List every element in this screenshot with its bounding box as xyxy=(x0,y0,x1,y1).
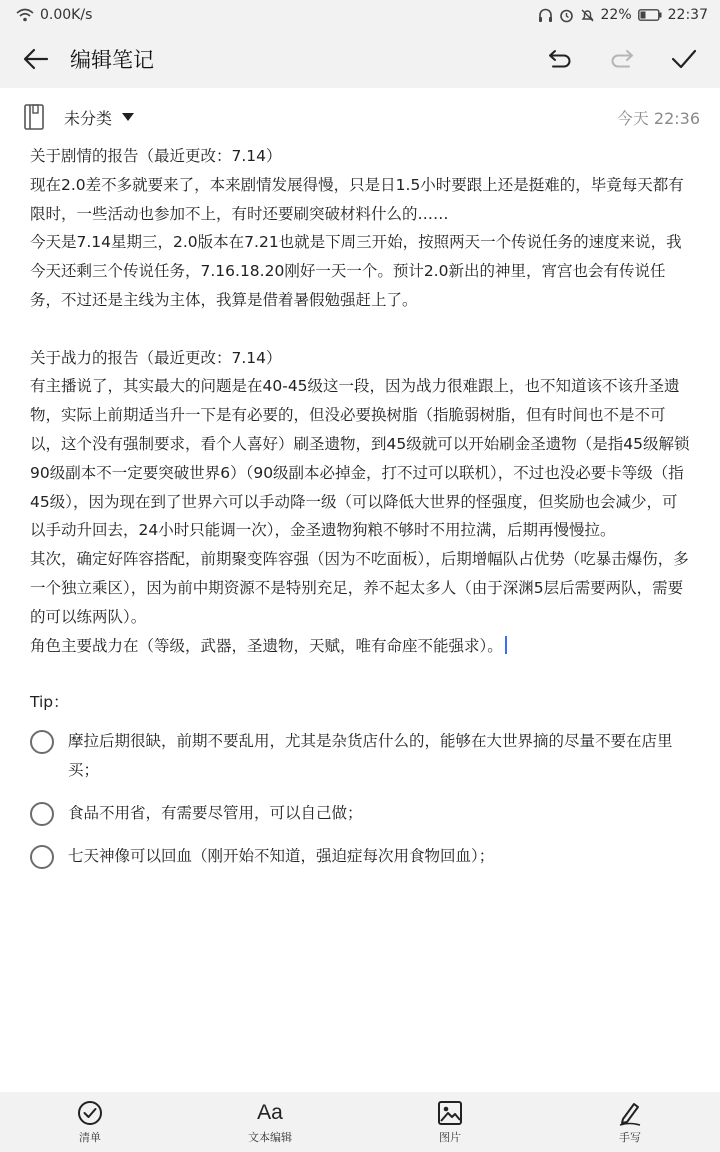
note-meta-row xyxy=(24,102,700,132)
handwriting-button[interactable] xyxy=(540,1092,720,1152)
text-format-button[interactable] xyxy=(180,1092,360,1152)
image-button[interactable] xyxy=(360,1092,540,1152)
tool-label: 图片 xyxy=(439,1130,461,1144)
battery-percent: 22% xyxy=(600,7,632,23)
checkbox-circle-icon[interactable] xyxy=(30,730,54,754)
section-heading: 关于剧情的报告（最近更改：7.14） xyxy=(30,147,282,165)
checkmark-icon xyxy=(670,48,698,70)
paragraph: 角色主要战力在（等级，武器，圣遗物，天赋，唯有命座不能强求）。 xyxy=(30,636,503,655)
save-button[interactable] xyxy=(668,43,700,75)
bottom-toolbar xyxy=(0,1092,720,1152)
checklist-item xyxy=(30,799,690,828)
paragraph: 今天是7.14星期三，2.0版本在7.21也就是下周三开始，按照两天一个传说任务的速度来说，我今天还剩三个传说任务，7.16.18.20刚好一天一个。预计2.0新出的神里，宵宫也会有传说任务，不过还是主线为主体，我算是借着暑假勉强赶上了。 xyxy=(30,233,682,309)
image-icon xyxy=(437,1100,463,1126)
note-editor[interactable] xyxy=(0,88,720,1092)
notebook-icon[interactable] xyxy=(24,104,44,130)
paragraph-with-cursor xyxy=(30,632,690,661)
section-heading: 关于战力的报告（最近更改：7.14） xyxy=(30,348,282,367)
handwriting-pen-icon xyxy=(617,1100,643,1126)
checklist-item-text[interactable]: 摩拉后期很缺，前期不要乱用，尤其是杂货店什么的，能够在大世界摘的尽量不要在店里买； xyxy=(68,732,673,780)
redo-icon xyxy=(609,48,635,70)
blank-line xyxy=(30,315,690,344)
checklist-button[interactable] xyxy=(0,1092,180,1152)
paragraph: 其次，确定好阵容搭配，前期聚变阵容强（因为不吃面板），后期增幅队占优势（吃暴击爆伤，多一个独立乘区），因为前中期资源不是特别充足，养不起太多人（由于深渊5层后需要两队，需要的可以练两队）。 xyxy=(30,550,689,626)
checkbox-circle-icon[interactable] xyxy=(30,802,54,826)
checklist-item-text[interactable]: 七天神像可以回血（刚开始不知道，强迫症每次用食物回血）； xyxy=(68,847,495,866)
checklist-item xyxy=(30,727,690,785)
clock: 22:37 xyxy=(667,7,708,23)
redo-button[interactable] xyxy=(606,43,638,75)
undo-icon xyxy=(547,48,573,70)
tool-label: 手写 xyxy=(619,1130,641,1144)
alarm-icon xyxy=(559,8,574,23)
wifi-icon xyxy=(16,8,34,22)
app-bar xyxy=(0,30,720,88)
battery-icon xyxy=(638,9,662,21)
headphone-icon xyxy=(538,8,553,23)
paragraph: 有主播说了，其实最大的问题是在40-45级这一段，因为战力很难跟上，也不知道该不该升圣遗物，实际上前期适当升一下是有必要的，但没必要换树脂（指脆弱树脂，但有时间也不是不可以，这个没有强制要求，看个人喜好）刷圣遗物，到45级就可以开始刷金圣遗物（是指45级解锁90级副本不一定要突破世界6）（90级副本必掉金，打不过可以联机），不过也没必要卡等级（指45级），因为现在到了世界六可以手动降一级（可以降低大世界的怪强度，但奖励也会减少，可以手动升回去，24小时只能调一次），金圣遗物狗粮不够时不用拉满，后期再慢慢拉。 xyxy=(30,377,690,540)
note-timestamp: 今天 22:36 xyxy=(616,108,700,128)
checklist-item xyxy=(30,842,690,871)
page-title: 编辑笔记 xyxy=(70,48,154,72)
status-bar xyxy=(0,0,720,30)
back-button[interactable] xyxy=(20,43,52,75)
checklist-item-text[interactable]: 食品不用省，有需要尽管用，可以自己做； xyxy=(68,804,363,823)
paragraph: 现在2.0差不多就要来了，本来剧情发展得慢，只是日1.5小时要跟上还是挺难的，毕竟每天都有限时，一些活动也参加不上，有时还要刷突破材料什么的…… xyxy=(30,175,684,223)
tool-label: 清单 xyxy=(79,1130,101,1144)
checklist xyxy=(30,727,690,871)
back-arrow-icon xyxy=(23,48,49,70)
text-cursor xyxy=(505,636,507,654)
checklist-icon xyxy=(77,1100,103,1126)
mute-icon xyxy=(580,8,595,23)
network-speed: 0.00K/s xyxy=(40,7,93,23)
tip-heading: Tip： xyxy=(30,693,69,712)
tool-label: 文本编辑 xyxy=(248,1130,292,1144)
category-label[interactable]: 未分类 xyxy=(64,108,113,128)
text-format-icon: Aa xyxy=(257,1100,283,1124)
note-text[interactable] xyxy=(30,142,690,885)
undo-button[interactable] xyxy=(544,43,576,75)
chevron-down-icon[interactable] xyxy=(122,113,134,121)
checkbox-circle-icon[interactable] xyxy=(30,845,54,869)
